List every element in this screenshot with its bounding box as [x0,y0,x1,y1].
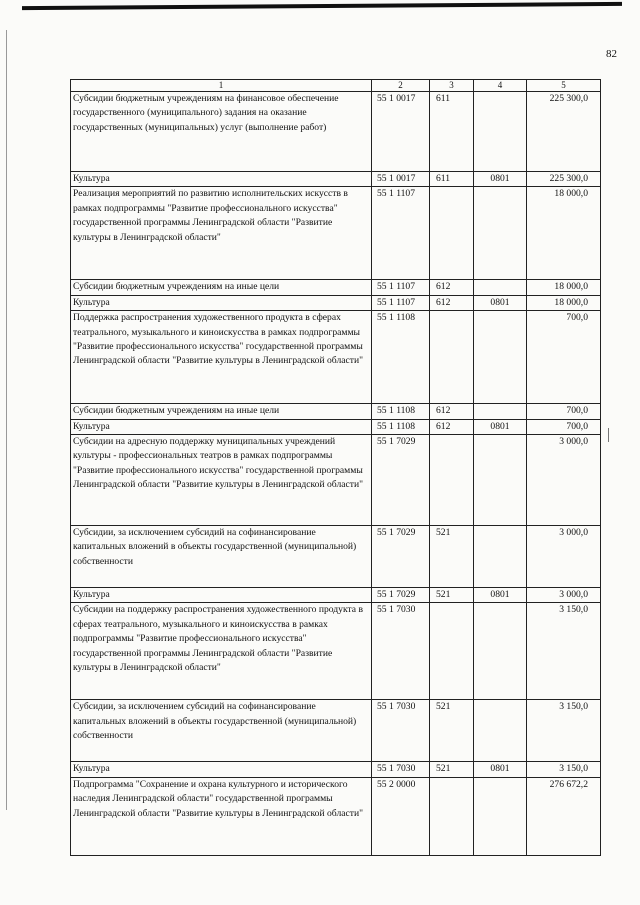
row-sum: 700,0 [527,311,601,404]
row-vr: 611 [430,172,474,187]
row-vr: 521 [430,526,474,588]
table-row [71,435,601,526]
row-rz [474,404,527,419]
row-vr: 521 [430,700,474,762]
table-row [71,404,601,419]
row-sum: 3 150,0 [527,762,601,777]
header-col-3: 3 [430,80,474,92]
header-col-4: 4 [474,80,527,92]
row-vr [430,435,474,526]
row-sum: 18 000,0 [527,187,601,280]
table-row [71,311,601,404]
row-code: 55 1 1107 [372,280,430,295]
row-name: Субсидии, за исключением субсидий на софинансирование капитальных вложений в объекты государственной (муниципальной) собственности [71,700,372,762]
top-border-line [22,2,622,10]
row-sum: 3 000,0 [527,526,601,588]
row-name: Субсидии на поддержку распространения художественного продукта в сферах театрального, музыкального и киноискусства в рамках подпрограммы "Развитие профессионального искусства" государственной программы Ленинградской области "Развитие культуры в Ленинградской области" [71,603,372,700]
row-vr: 611 [430,92,474,172]
table-row [71,295,601,310]
row-sum: 3 000,0 [527,588,601,603]
table-row [71,588,601,603]
row-rz [474,92,527,172]
row-sum: 700,0 [527,404,601,419]
row-sum: 18 000,0 [527,280,601,295]
row-sum: 225 300,0 [527,92,601,172]
row-name: Поддержка распространения художественного продукта в сферах театрального, музыкального и киноискусства в рамках подпрограммы "Развитие профессионального искусства" государственной программы Ленинградской области "Развитие культуры в Ленинградской области" [71,311,372,404]
row-vr [430,603,474,700]
row-code: 55 1 1107 [372,187,430,280]
row-sum: 276 672,2 [527,777,601,855]
row-rz [474,311,527,404]
row-vr: 612 [430,280,474,295]
row-name: Культура [71,295,372,310]
row-name: Подпрограмма "Сохранение и охрана культурного и исторического наследия Ленинградской области" государственной программы Ленинградской области "Развитие культуры в Ленинградской области" [71,777,372,855]
row-sum: 3 000,0 [527,435,601,526]
header-row [71,80,601,92]
table-row [71,187,601,280]
row-rz: 0801 [474,419,527,434]
row-rz [474,777,527,855]
table-row [71,777,601,855]
row-name: Культура [71,419,372,434]
row-sum: 3 150,0 [527,700,601,762]
row-name: Субсидии, за исключением субсидий на софинансирование капитальных вложений в объекты государственной (муниципальной) собственности [71,526,372,588]
row-code: 55 1 7030 [372,700,430,762]
row-code: 55 2 0000 [372,777,430,855]
row-vr [430,777,474,855]
row-rz: 0801 [474,172,527,187]
row-sum: 18 000,0 [527,295,601,310]
table-row [71,419,601,434]
row-name: Культура [71,762,372,777]
header-col-5: 5 [527,80,601,92]
row-code: 55 1 0017 [372,92,430,172]
header-col-1: 1 [71,80,372,92]
table-row [71,700,601,762]
row-rz: 0801 [474,295,527,310]
row-rz: 0801 [474,762,527,777]
row-code: 55 1 1108 [372,419,430,434]
table-row [71,762,601,777]
row-vr: 521 [430,762,474,777]
row-sum: 3 150,0 [527,603,601,700]
table-row [71,172,601,187]
scan-margin-mark [608,428,609,442]
row-name: Культура [71,588,372,603]
row-rz [474,700,527,762]
row-name: Субсидии на адресную поддержку муниципальных учреждений культуры - профессиональных театров в рамках подпрограммы "Развитие профессионального искусства" государственной программы Ленинградской области "Развитие культуры в Ленинградской области" [71,435,372,526]
row-name: Субсидии бюджетным учреждениям на иные цели [71,404,372,419]
row-vr [430,311,474,404]
row-vr [430,187,474,280]
table-row [71,526,601,588]
row-name: Субсидии бюджетным учреждениям на иные цели [71,280,372,295]
row-rz [474,526,527,588]
row-sum: 225 300,0 [527,172,601,187]
row-code: 55 1 7029 [372,526,430,588]
row-name: Реализация мероприятий по развитию исполнительских искусств в рамках подпрограммы "Развитие профессионального искусства" государственной программы Ленинградской области "Развитие культуры в Ленинградской области" [71,187,372,280]
row-code: 55 1 7030 [372,762,430,777]
table-row [71,603,601,700]
row-rz [474,603,527,700]
row-rz [474,435,527,526]
row-rz [474,280,527,295]
row-rz [474,187,527,280]
header-col-2: 2 [372,80,430,92]
table-row [71,92,601,172]
row-code: 55 1 7029 [372,588,430,603]
row-vr: 612 [430,419,474,434]
row-name: Культура [71,172,372,187]
row-sum: 700,0 [527,419,601,434]
row-vr: 612 [430,404,474,419]
row-code: 55 1 1108 [372,404,430,419]
table-row [71,280,601,295]
page-number: 82 [606,48,617,60]
scan-left-edge [6,30,7,810]
row-code: 55 1 7030 [372,603,430,700]
row-code: 55 1 1108 [372,311,430,404]
row-vr: 521 [430,588,474,603]
row-rz: 0801 [474,588,527,603]
row-code: 55 1 0017 [372,172,430,187]
row-code: 55 1 1107 [372,295,430,310]
row-code: 55 1 7029 [372,435,430,526]
row-name: Субсидии бюджетным учреждениям на финансовое обеспечение государственного (муниципального) задания на оказание государственных (муниципальных) услуг (выполнение работ) [71,92,372,172]
row-vr: 612 [430,295,474,310]
budget-table [70,79,601,856]
